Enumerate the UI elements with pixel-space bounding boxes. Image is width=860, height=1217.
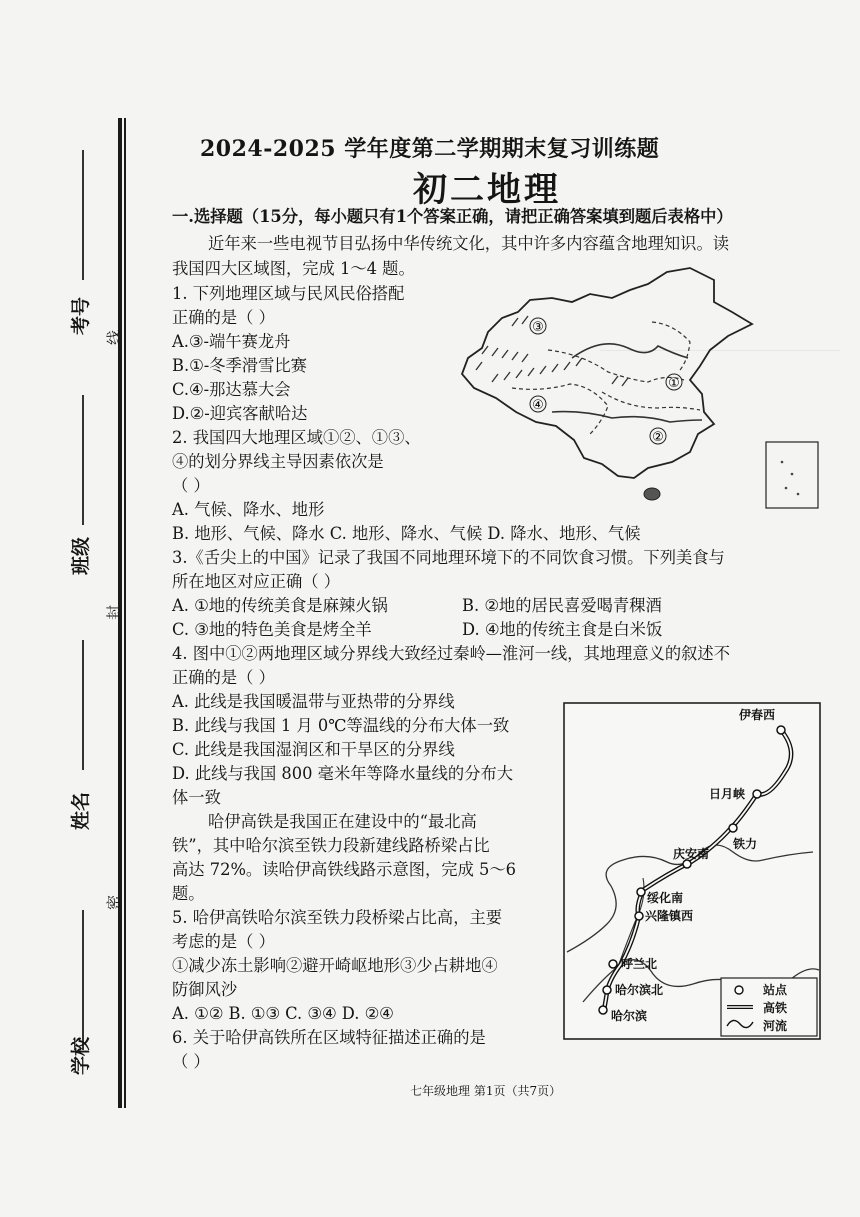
q5-stem-2: 考虑的是（ ） <box>172 932 275 951</box>
class-rule <box>82 395 84 525</box>
inset-islands <box>781 461 800 496</box>
q3-stem-1: 3.《舌尖上的中国》记录了我国不同地理环境下的不同饮食习惯。下列美食与 <box>172 548 725 567</box>
station-riyuexia: 日月峡 <box>709 787 746 801</box>
passage2-line-1: 哈伊高铁是我国正在建设中的“最北高 <box>208 812 477 831</box>
mountain-hatch <box>476 316 628 386</box>
region-label-4: ④ <box>532 398 544 413</box>
passage2-line-3: 高达 72%。读哈伊高铁线路示意图，完成 5～6 <box>172 860 517 879</box>
q1-option-c: C.④-那达慕大会 <box>172 380 291 399</box>
seal-mark-mi: 密 <box>105 894 123 910</box>
name-label: 姓名 <box>70 791 92 830</box>
china-regions-map <box>452 262 842 512</box>
q6-stem-1: 6. 关于哈伊高铁所在区域特征描述正确的是 <box>172 1028 486 1047</box>
intro-line-2: 我国四大区域图，完成 1～4 题。 <box>172 259 415 278</box>
q2-stem-3: （ ） <box>172 476 210 495</box>
station-xinglongzhenxi: 兴隆镇西 <box>645 909 694 923</box>
station-qinganan: 庆安南 <box>673 847 710 861</box>
region-boundary-qinling <box>602 392 700 410</box>
legend-river: 河流 <box>763 1019 788 1033</box>
q4-stem-1: 4. 图中①②两地理区域分界线大致经过秦岭—淮河一线，其地理意义的叙述不 <box>172 644 730 663</box>
q1-stem-1: 1. 下列地理区域与民风民俗搭配 <box>172 284 405 303</box>
binding-line-thin <box>124 118 126 1108</box>
station-haerbinbei: 哈尔滨北 <box>615 983 664 997</box>
region-label-3: ③ <box>532 320 544 335</box>
q5-options: A. ①② B. ①③ C. ③④ D. ②④ <box>172 1004 394 1023</box>
q6-stem-2: （ ） <box>172 1052 210 1071</box>
q1-option-d: D.②-迎宾客献哈达 <box>172 404 308 423</box>
page-footer: 七年级地理 第1页（共7页） <box>410 1084 562 1098</box>
passage2-line-4: 题。 <box>172 884 205 903</box>
subject-title: 初二地理 <box>413 170 561 210</box>
exam-title: 2024-2025 学年度第二学期期末复习训练题 <box>200 136 660 162</box>
hainan-island <box>644 488 660 500</box>
q1-option-a: A.③-端午赛龙舟 <box>172 332 291 351</box>
q3-option-b: B. ②地的居民喜爱喝青稞酒 <box>462 596 662 615</box>
q4-option-b: B. 此线与我国 1 月 0℃等温线的分布大体一致 <box>172 716 510 735</box>
exam-no-rule <box>82 150 84 280</box>
station-tieli: 铁力 <box>733 837 758 851</box>
legend-station: 站点 <box>763 983 788 997</box>
region-boundary-plateau <box>512 384 608 434</box>
q2-stem-1: 2. 我国四大地理区域①②、①③、 <box>172 428 421 447</box>
q5-stem-4: 防御风沙 <box>172 980 238 999</box>
station-yichunxi: 伊春西 <box>739 708 776 722</box>
q3-option-c: C. ③地的特色美食是烤全羊 <box>172 620 372 639</box>
q4-option-c: C. 此线是我国湿润区和干旱区的分界线 <box>172 740 455 759</box>
region-label-1: ① <box>668 376 680 391</box>
q4-option-d-cont: 体一致 <box>172 788 221 807</box>
q1-option-b: B.①-冬季滑雪比赛 <box>172 356 307 375</box>
name-rule <box>82 640 84 770</box>
q5-stem-1: 5. 哈伊高铁哈尔滨至铁力段桥梁占比高，主要 <box>172 908 503 927</box>
q5-stem-3: ①减少冻土影响②避开崎岖地形③少占耕地④ <box>172 956 498 975</box>
station-haerbin: 哈尔滨 <box>611 1009 648 1023</box>
q2-option-bcd: B. 地形、气候、降水 C. 地形、降水、气候 D. 降水、地形、气候 <box>172 524 641 543</box>
intro-line-1: 近年来一些电视节目弘扬中华传统文化，其中许多内容蕴含地理知识。读 <box>208 234 730 253</box>
q1-stem-2: 正确的是（ ） <box>172 308 275 327</box>
station-hulanbei: 呼兰北 <box>621 957 658 971</box>
yangtze-river <box>552 412 702 422</box>
section-heading: 一.选择题（15分，每小题只有1个答案正确，请把正确答案填到题后表格中） <box>172 207 733 226</box>
class-label: 班级 <box>70 536 92 575</box>
seal-mark-xian: 线 <box>105 329 123 345</box>
q2-stem-2: ④的划分界线主导因素依次是 <box>172 452 384 471</box>
yellow-river <box>572 344 688 358</box>
exam-no-label: 考号 <box>70 296 92 335</box>
q4-option-a: A. 此线是我国暖温带与亚热带的分界线 <box>172 692 455 711</box>
passage2-line-2: 铁”，其中哈尔滨至铁力段新建线路桥梁占比 <box>172 836 490 855</box>
q3-option-d: D. ④地的传统主食是白米饭 <box>462 620 663 639</box>
station-suihuanan: 绥化南 <box>647 891 684 905</box>
q4-option-d: D. 此线与我国 800 毫米年等降水量线的分布大 <box>172 764 514 783</box>
q3-option-a: A. ①地的传统美食是麻辣火锅 <box>172 596 388 615</box>
q2-option-a: A. 气候、降水、地形 <box>172 500 325 519</box>
legend-station-icon <box>735 986 743 994</box>
q4-stem-2: 正确的是（ ） <box>172 668 275 687</box>
region-label-2: ② <box>652 430 664 445</box>
q3-stem-2: 所在地区对应正确（ ） <box>172 572 340 591</box>
school-rule <box>82 910 84 1050</box>
china-outline <box>462 268 752 478</box>
seal-mark-feng: 封 <box>105 604 123 620</box>
rail-route-map <box>563 702 823 1042</box>
legend-rail: 高铁 <box>763 1001 788 1015</box>
school-label: 学校 <box>70 1036 92 1075</box>
region-boundary-north <box>548 350 684 382</box>
